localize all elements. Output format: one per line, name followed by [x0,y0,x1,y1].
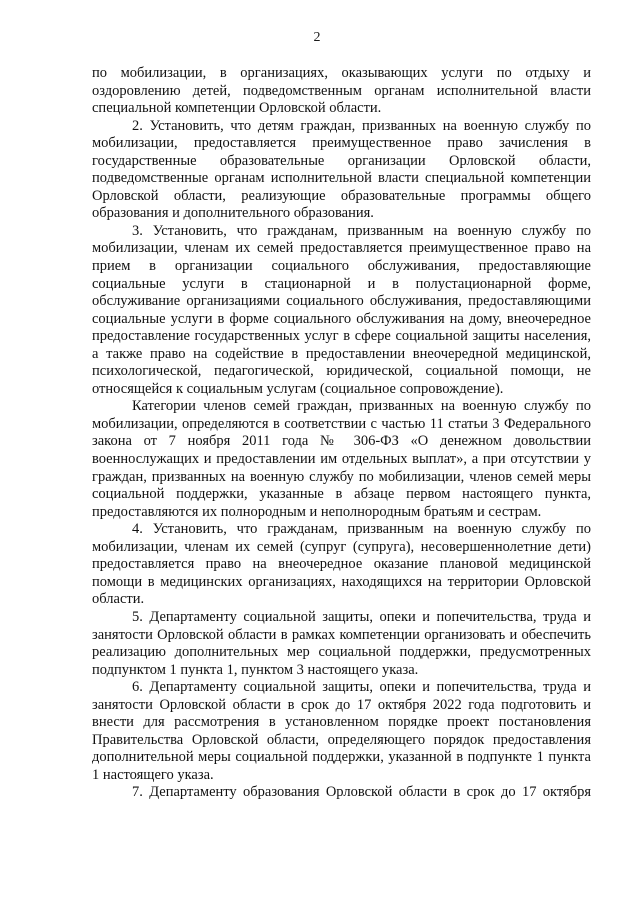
page-number: 2 [313,30,321,45]
paragraph-family-categories: Категории членов семей граждан, призванных на военную службу по мобилизации, определяются в соответствии с частью 11 статьи 3 Федерального закона от 7 ноября 2011 года № 306-ФЗ «О денежном довольствии военнослужащих и предоставлении им отдельных выплат», а при отсутствии у граждан, призванных на военную службу по мобилизации, членов семей меры социальной поддержки, указанные в абзаце первом настоящего пункта, предоставляются их полнородным и неполнородным братьям и сестрам. [92,398,591,520]
paragraph-item-3: 3. Установить, что гражданам, призванным на военную службу по мобилизации, членам их семей предоставляется преимущественное право на прием в организации социального обслуживания, предоставляющие социальные услуги в стационарной и в полустационарной форме, обслуживание организациями социального обслуживания, предоставляющими социальные услуги в форме социального обслуживания на дому, внеочередное предоставление государственных услуг в сфере социальной защиты населения, а также право на содействие в предоставлении внеочередной медицинской, психологической, педагогической, юридической, социальной помощи, не относящейся к социальным услугам (социальное сопровождение). [92,222,591,397]
paragraph-item-4: 4. Установить, что гражданам, призванным на военную службу по мобилизации, членам их семей (супруг (супруга), несовершеннолетние дети) предоставляется право на внеочередное оказание плановой медицинской помощи в медицинских организациях, находящихся на территории Орловской области. [92,521,591,608]
paragraph-item-2: 2. Установить, что детям граждан, призванных на военную службу по мобилизации, предоставляется преимущественное право зачисления в государственные образовательные организации Орловской области, подведомственные органам исполнительной власти специальной компетенции Орловской области, реализующие образовательные программы общего образования и дополнительного образования. [92,117,591,222]
document-body [92,65,591,802]
paragraph-continuation: по мобилизации, в организациях, оказывающих услуги по отдыху и оздоровлению детей, подведомственным органам исполнительной власти специальной компетенции Орловской области. [92,65,591,117]
paragraph-item-7: 7. Департаменту образования Орловской области в срок до 17 октября [132,784,591,801]
paragraph-item-5: 5. Департаменту социальной защиты, опеки и попечительства, труда и занятости Орловской области в рамках компетенции организовать и обеспечить реализацию дополнительных мер социальной поддержки, предусмотренных подпунктом 1 пункта 1, пунктом 3 настоящего указа. [92,608,591,678]
paragraph-item-6: 6. Департаменту социальной защиты, опеки и попечительства, труда и занятости Орловской области в срок до 17 октября 2022 года подготовить и внести для рассмотрения в установленном порядке проект постановления Правительства Орловской области, определяющего порядок предоставления дополнительной меры социальной поддержки, указанной в подпункте 1 пункта 1 настоящего указа. [92,679,591,783]
